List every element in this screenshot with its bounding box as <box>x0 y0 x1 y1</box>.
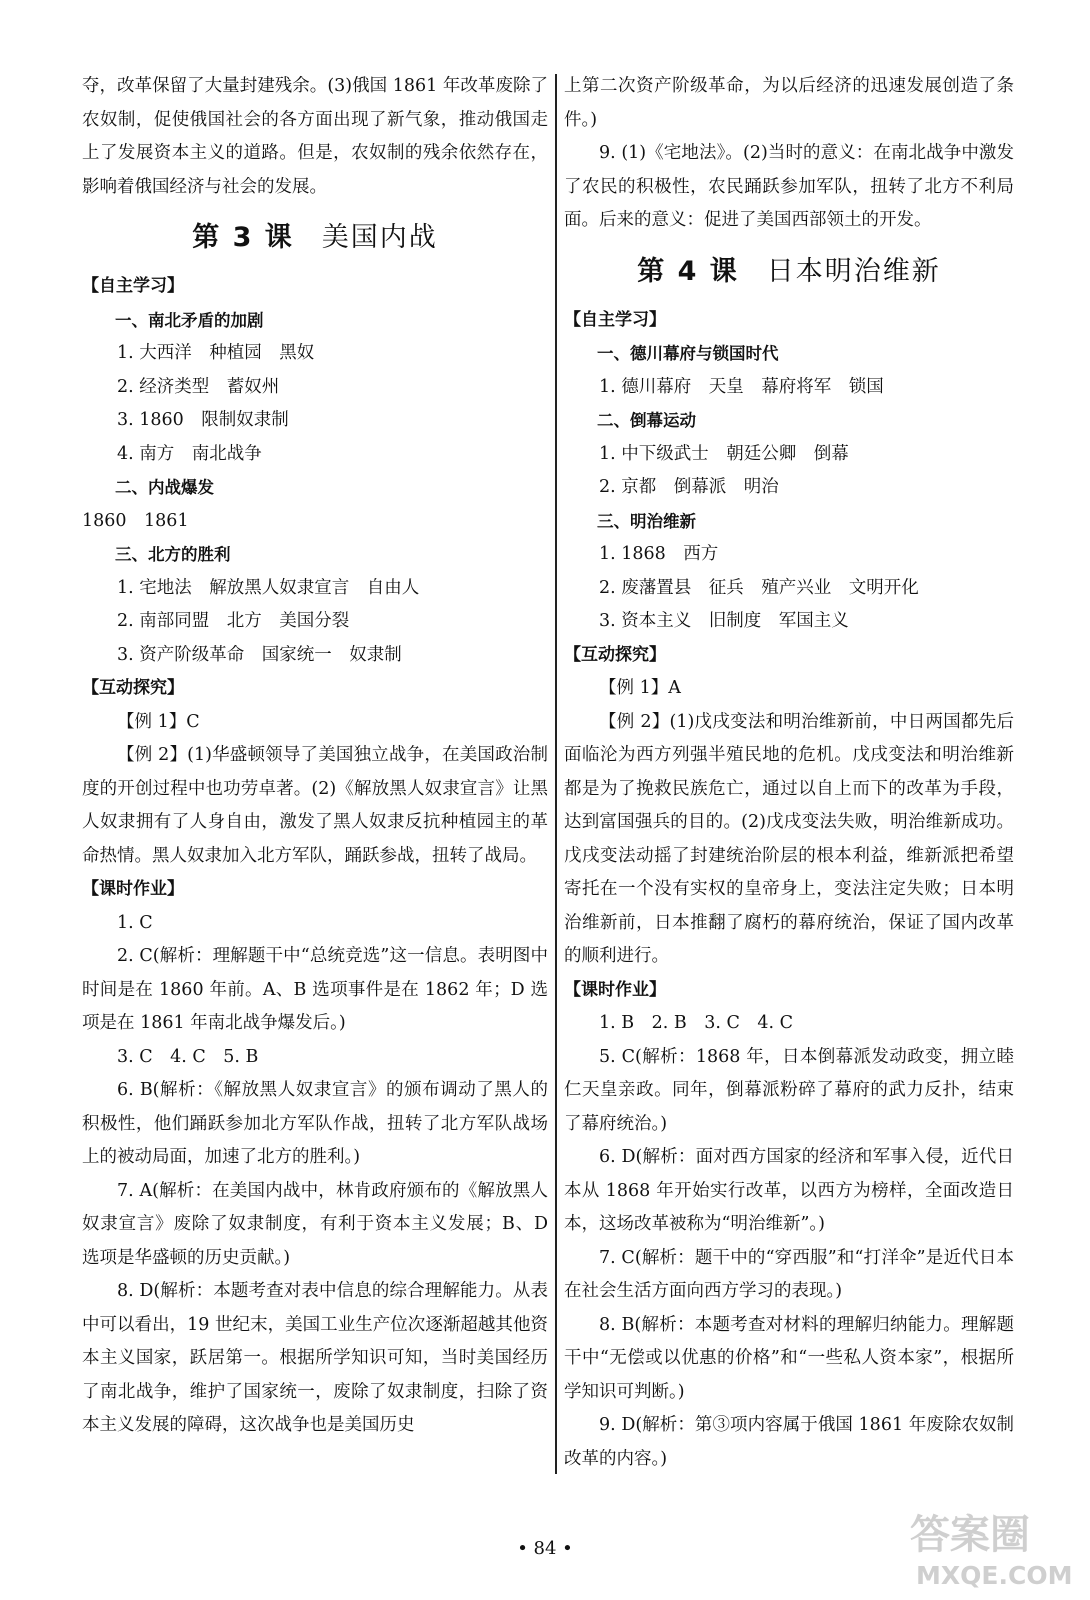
lesson-3-heading <box>82 218 548 258</box>
intro-paragraph: 夺，改革保留了大量封建残余。(3)俄国 1861 年改革废除了农奴制，促使俄国社会的各方面出现了新气象，推动俄国走上了发展资本主义的道路。但是，农奴制的残余依然存在，影响着俄国经济与社会的发展。 <box>82 76 548 197</box>
homework-answer: 9. (1)《宅地法》。(2)当时的意义：在南北战争中激发了农民的积极性，农民踊跃参加军队，扭转了北方不利局面。后来的意义：促进了美国西部领土的开发。 <box>564 143 1014 230</box>
watermark-logo-text: 答案圈 <box>910 1512 1030 1558</box>
lesson-number: 第 4 课 <box>637 255 739 287</box>
section-heading-hudong: 【互动探究】 <box>82 678 184 698</box>
continued-answer: 上第二次资产阶级革命，为以后经济的迅速发展创造了条件。) <box>564 76 1014 130</box>
section-heading-hudong: 【互动探究】 <box>564 644 666 665</box>
homework-answer: 2. C(解析：理解题干中“总统竞选”这一信息。表明图中时间是在 1860 年前。A、B 选项事件是在 1862 年；D 选项是在 1861 年南北战争爆发后。) <box>82 946 548 1033</box>
answer-line: 1. 宅地法 解放黑人奴隶宣言 自由人 <box>117 577 420 598</box>
example-1: 【例 1】A <box>599 678 681 698</box>
subsection-title: 二、内战爆发 <box>115 478 214 497</box>
answer-line: 2. 经济类型 蓄奴州 <box>117 376 280 397</box>
answer-line: 3. 资本主义 旧制度 军国主义 <box>599 611 849 631</box>
lesson-number: 第 3 课 <box>192 222 294 253</box>
subsection-title: 一、南北矛盾的加剧 <box>115 310 264 330</box>
subsection-title: 三、明治维新 <box>597 511 696 531</box>
right-column <box>564 70 1014 1476</box>
homework-answer: 3. C 4. C 5. B <box>117 1046 259 1067</box>
answer-line: 4. 南方 南北战争 <box>117 443 262 464</box>
answer-line: 3. 资产阶级革命 国家统一 奴隶制 <box>117 644 402 665</box>
homework-answer: 7. A(解析：在美国内战中，林肯政府颁布的《解放黑人奴隶宣言》废除了奴隶制度，有利于资本主义发展；B、D 选项是华盛顿的历史贡献。) <box>82 1180 548 1268</box>
answer-line: 1. 德川幕府 天皇 幕府将军 锁国 <box>599 376 884 397</box>
homework-answer: 1. C <box>117 912 153 933</box>
lesson-title: 美国内战 <box>321 222 438 253</box>
section-heading-keshi: 【课时作业】 <box>82 879 184 899</box>
lesson-4-heading <box>564 252 1014 292</box>
example-2: 【例 2】(1)华盛顿领导了美国独立战争，在美国政治制度的开创过程中也功劳卓著。(2)《解放黑人奴隶宣言》让黑人奴隶拥有了人身自由，激发了黑人奴隶反抗种植园主的革命热情。黑人奴隶加入北方军队，踊跃参战，扭转了战局。 <box>82 745 548 866</box>
homework-answer: 1. B 2. B 3. C 4. C <box>599 1013 794 1033</box>
answer-line: 3. 1860 限制奴隶制 <box>117 410 289 430</box>
example-2: 【例 2】(1)戊戌变法和明治维新前，中日两国都先后面临沦为西方列强半殖民地的危机。戊戌变法和明治维新都是为了挽救民族危亡，通过以自上而下的改革为手段，达到富国强兵的目的。(2)戊戌变法失败，明治维新成功。戊戌变法动摇了封建统治阶层的根本利益，维新派把希望寄托在一个没有实权的皇帝身上，变法注定失败；日本明治维新前，日本推翻了腐朽的幕府统治，保证了国内改革的顺利进行。 <box>564 711 1014 966</box>
answer-line: 2. 南部同盟 北方 美国分裂 <box>117 611 350 631</box>
homework-answer: 8. B(解析：本题考查对材料的理解归纳能力。理解题干中“无偿或以优惠的价格”和“一些私人资本家”，根据所学知识可判断。) <box>564 1314 1014 1402</box>
answer-line: 2. 废藩置县 征兵 殖产兴业 文明开化 <box>599 577 919 598</box>
homework-answer: 6. B(解析：《解放黑人奴隶宣言》的颁布调动了黑人的积极性，他们踊跃参加北方军队作战，扭转了北方军队战场上的被动局面，加速了北方的胜利。) <box>82 1080 548 1167</box>
section-heading-keshi: 【课时作业】 <box>564 979 666 1000</box>
answer-line: 1. 中下级武士 朝廷公卿 倒幕 <box>599 443 849 464</box>
watermark-logo <box>906 1498 1073 1590</box>
subsection-title: 一、德川幕府与锁国时代 <box>597 344 779 363</box>
answer-line: 1860 1861 <box>82 510 189 531</box>
subsection-title: 二、倒幕运动 <box>597 411 696 430</box>
section-heading-zizhu: 【自主学习】 <box>564 309 666 330</box>
homework-answer: 9. D(解析：第③项内容属于俄国 1861 年废除农奴制改革的内容。) <box>564 1415 1014 1469</box>
section-heading-zizhu: 【自主学习】 <box>82 276 184 296</box>
lesson-title: 日本明治维新 <box>766 255 941 287</box>
homework-answer: 8. D(解析：本题考查对表中信息的综合理解能力。从表中可以看出，19 世纪末，美国工业生产位次逐渐超越其他资本主义国家，跃居第一。根据所学知识可知，当时美国经历了南北战争，维护了国家统一，废除了奴隶制度，扫除了资本主义发展的障碍，这次战争也是美国历史 <box>82 1281 548 1435</box>
answer-line: 1. 1868 西方 <box>599 544 719 564</box>
answer-line: 1. 大西洋 种植园 黑奴 <box>117 343 315 363</box>
homework-answer: 6. D(解析：面对西方国家的经济和军事入侵，近代日本从 1868 年开始实行改革，以西方为榜样，全面改造日本，这场改革被称为“明治维新”。) <box>564 1147 1014 1234</box>
example-1: 【例 1】C <box>117 711 200 732</box>
answer-line: 2. 京都 倒幕派 明治 <box>599 477 779 497</box>
watermark-url: MXQE.COM <box>916 1561 1073 1590</box>
homework-answer: 7. C(解析：题干中的“穿西服”和“打洋伞”是近代日本在社会生活方面向西方学习的表现。) <box>564 1247 1014 1301</box>
page-number: • 84 • <box>517 1538 573 1559</box>
left-column <box>82 70 548 1443</box>
homework-answer: 5. C(解析：1868 年，日本倒幕派发动政变，拥立睦仁天皇亲政。同年，倒幕派粉碎了幕府的武力反扑，结束了幕府统治。) <box>564 1046 1014 1134</box>
subsection-title: 三、北方的胜利 <box>115 545 231 564</box>
column-divider <box>555 74 557 1474</box>
